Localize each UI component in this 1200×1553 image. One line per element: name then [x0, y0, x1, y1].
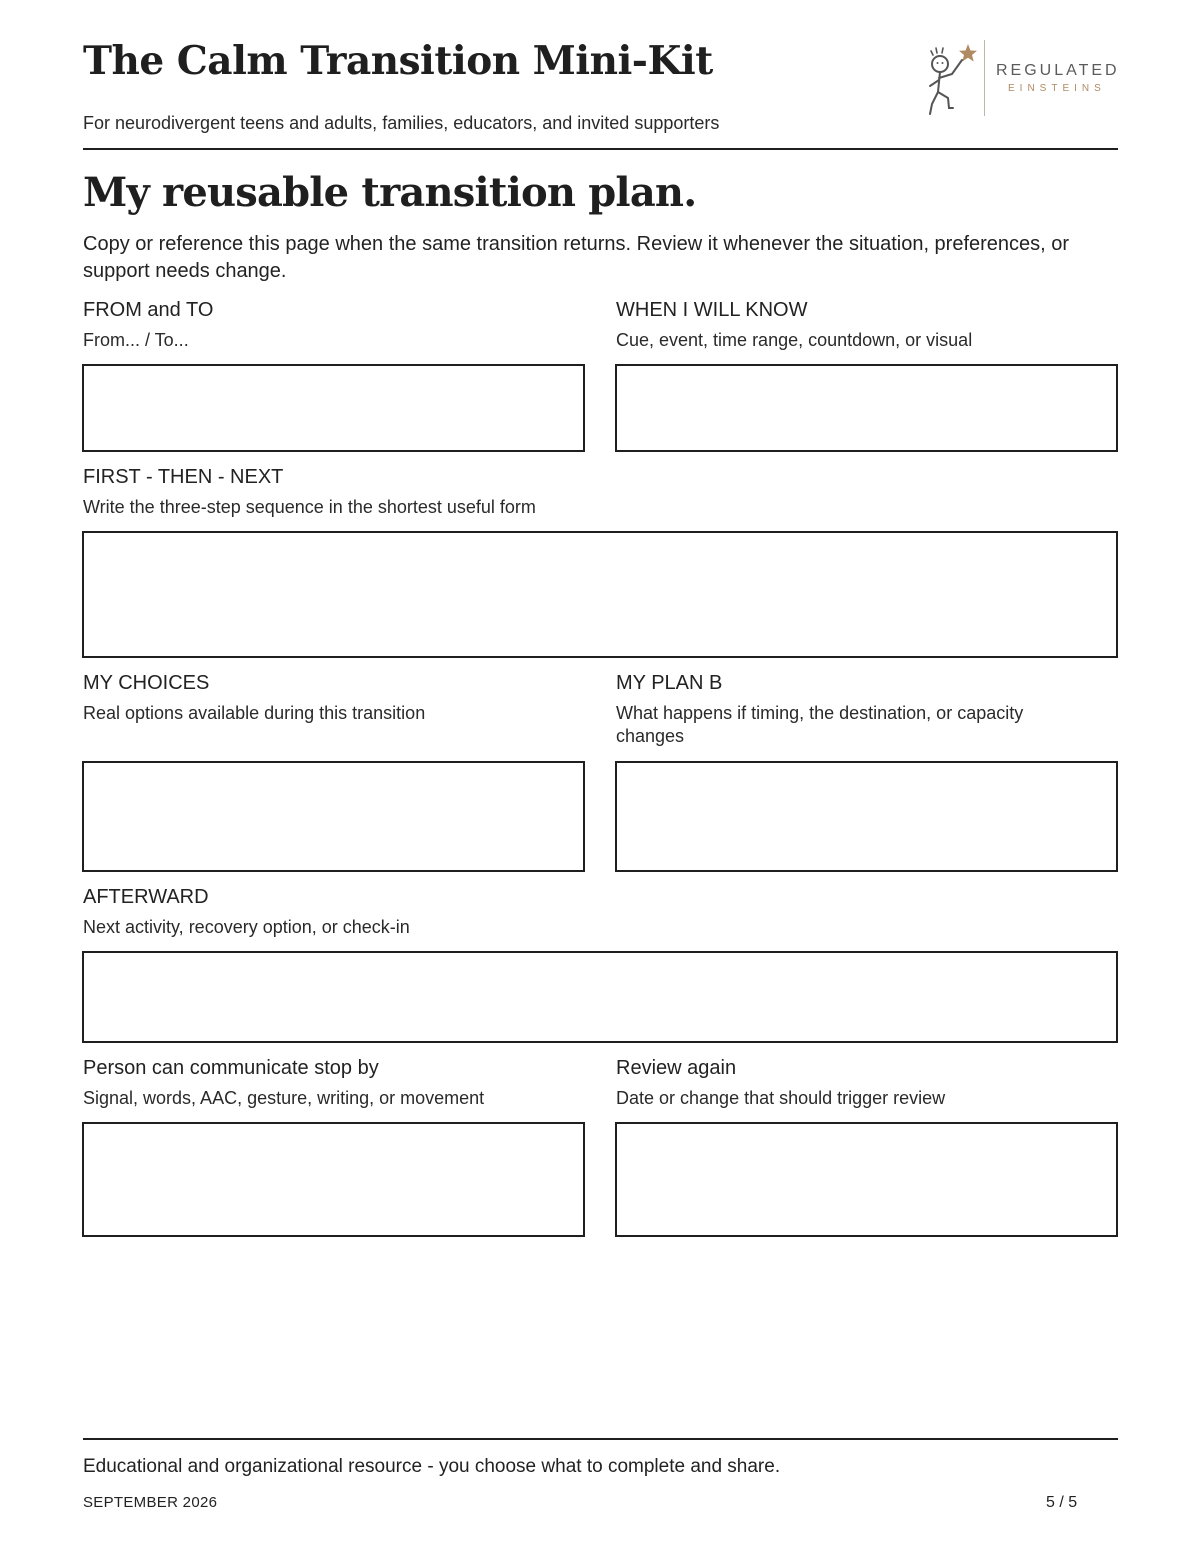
footer-date: SEPTEMBER 2026 — [83, 1494, 218, 1511]
from-to-label: FROM and TO — [83, 299, 214, 321]
when-know-label: WHEN I WILL KNOW — [616, 299, 808, 321]
first-then-next-hint: Write the three-step sequence in the shortest useful form — [83, 497, 536, 517]
from-to-field[interactable] — [82, 364, 585, 452]
review-hint: Date or change that should trigger review — [616, 1088, 946, 1108]
afterward-label: AFTERWARD — [83, 886, 209, 908]
stop-by-field[interactable] — [82, 1122, 585, 1237]
my-choices-label: MY CHOICES — [83, 672, 210, 694]
intro-text: Copy or reference this page when the same transition returns. Review it whenever the situation, preferences, or support needs change. — [83, 233, 1070, 282]
first-then-next-field[interactable] — [82, 531, 1118, 658]
stop-by-hint: Signal, words, AAC, gesture, writing, or movement — [83, 1088, 485, 1108]
afterward-hint: Next activity, recovery option, or check-in — [83, 917, 410, 937]
plan-b-hint: What happens if timing, the destination, or capacity changes — [616, 703, 1024, 746]
document-title: The Calm Transition Mini-Kit — [83, 38, 713, 84]
page-heading: My reusable transition plan. — [83, 169, 697, 216]
header-divider — [83, 148, 1118, 150]
when-know-field[interactable] — [615, 364, 1118, 452]
review-field[interactable] — [615, 1122, 1118, 1237]
logo-submark: EINSTEINS — [1008, 83, 1106, 94]
my-choices-hint: Real options available during this transition — [83, 703, 426, 723]
page-number: 5 / 5 — [1046, 1494, 1078, 1511]
plan-b-label: MY PLAN B — [616, 672, 723, 694]
footer-note: Educational and organizational resource - you choose what to complete and share. — [83, 1456, 781, 1477]
afterward-field[interactable] — [82, 951, 1118, 1043]
plan-b-field[interactable] — [615, 761, 1118, 872]
my-choices-field[interactable] — [82, 761, 585, 872]
stick-figure-star-icon — [922, 42, 978, 118]
from-to-hint: From... / To... — [83, 330, 189, 350]
when-know-hint: Cue, event, time range, countdown, or visual — [616, 330, 973, 350]
stop-by-label: Person can communicate stop by — [83, 1057, 379, 1079]
brand-logo — [922, 40, 1122, 118]
logo-wordmark: REGULATED — [996, 62, 1120, 79]
review-label: Review again — [616, 1057, 737, 1079]
document-subtitle: For neurodivergent teens and adults, families, educators, and invited supporters — [83, 113, 720, 133]
footer-divider — [83, 1438, 1118, 1440]
first-then-next-label: FIRST - THEN - NEXT — [83, 466, 284, 488]
logo-divider — [984, 40, 985, 116]
